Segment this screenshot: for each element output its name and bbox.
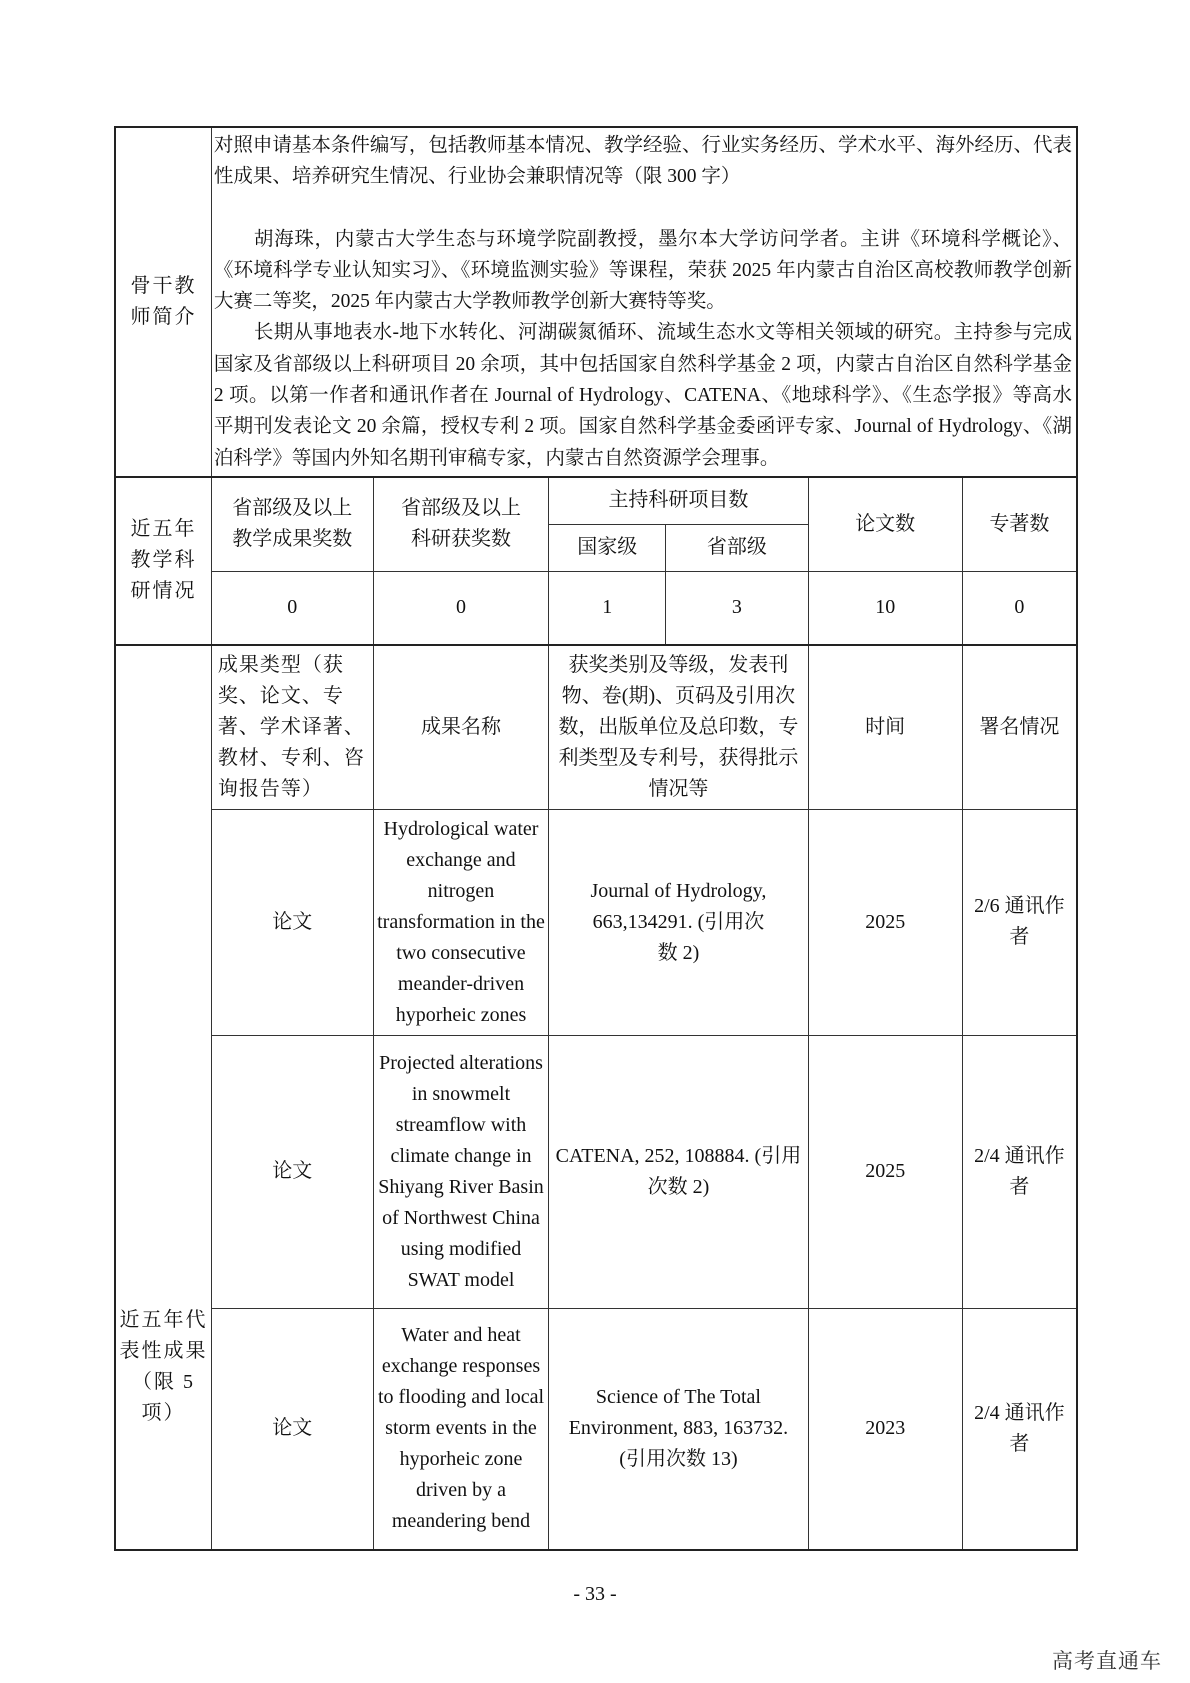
achievement-time-header: 时间: [808, 645, 962, 810]
teacher-intro-label: 骨干教师简介: [115, 127, 211, 477]
achievement-name-header: 成果名称: [373, 645, 549, 810]
achievement-details: Journal of Hydrology, 663,134291. (引用次数 2): [549, 809, 808, 1035]
achievement-authorship: 2/6 通讯作者: [962, 809, 1077, 1035]
achievement-time: 2025: [808, 809, 962, 1035]
achievement-authorship: 2/4 通讯作者: [962, 1308, 1077, 1550]
research-summary-header-row: [115, 477, 1077, 525]
monographs-header: 专著数: [962, 477, 1077, 572]
papers-header: 论文数: [808, 477, 962, 572]
achievement-details: CATENA, 252, 108884. (引用次数 2): [549, 1035, 808, 1308]
teacher-intro-row: [115, 127, 1077, 477]
achievements-label: 近五年代表性成果（限 5 项）: [115, 645, 211, 1550]
watermark-text: 高考直通车: [1052, 1649, 1162, 1673]
achievement-type: 论文: [211, 1035, 373, 1308]
achievement-authorship: 2/4 通讯作者: [962, 1035, 1077, 1308]
achievement-type: 论文: [211, 809, 373, 1035]
achievement-type: 论文: [211, 1308, 373, 1550]
provincial-header: 省部级: [666, 524, 808, 571]
teaching-awards-header: 省部级及以上教学成果奖数: [211, 477, 373, 572]
teaching-awards-value: 0: [211, 571, 373, 645]
achievement-row: [115, 1035, 1077, 1308]
achievement-row: [115, 809, 1077, 1035]
national-value: 1: [549, 571, 666, 645]
intro-paragraph-1: 胡海珠，内蒙古大学生态与环境学院副教授，墨尔本大学访问学者。主讲《环境科学概论》、《环境科学专业认知实习》、《环境监测实验》等课程，荣获 2025 年内蒙古自治区高校教师教学创新大赛二等奖，2025 年内蒙古大学教师教学创新大赛特等奖。: [213, 228, 1072, 313]
achievement-details: Science of The Total Environment, 883, 163732. (引用次数 13): [549, 1308, 808, 1550]
projects-header: 主持科研项目数: [549, 477, 808, 525]
achievement-details-header: 获奖类别及等级，发表刊物、卷(期)、页码及引用次数，出版单位及总印数，专利类型及专利号，获得批示情况等: [549, 645, 808, 810]
intro-paragraph-2: 长期从事地表水-地下水转化、河湖碳氮循环、流域生态水文等相关领域的研究。主持参与完成国家及省部级以上科研项目 20 余项，其中包括国家自然科学基金 2 项，内蒙古自治区自然科学基金 2 项。以第一作者和通讯作者在 Journal of Hydrology、CATENA、《地球科学》、《生态学报》等高水平期刊发表论文 20 余篇，授权专利 2 项。国家自然科学基金委函评专家、Journal of Hydrology、《湖泊科学》等国内外知名期刊审稿专家，内蒙古自然资源学会理事。: [213, 322, 1072, 469]
provincial-value: 3: [666, 571, 808, 645]
national-header: 国家级: [549, 524, 666, 571]
research-awards-value: 0: [373, 571, 549, 645]
achievements-header-row: [115, 645, 1077, 810]
achievement-time: 2025: [808, 1035, 962, 1308]
achievement-type-header: 成果类型（获奖、论文、专著、学术译著、教材、专利、咨询报告等）: [211, 645, 373, 810]
intro-instruction: 对照申请基本条件编写，包括教师基本情况、教学经验、行业实务经历、学术水平、海外经历、代表性成果、培养研究生情况、行业协会兼职情况等（限 300 字）: [213, 135, 1072, 188]
page-number: - 33 -: [573, 1583, 617, 1605]
achievement-row: [115, 1308, 1077, 1550]
achievement-authorship-header: 署名情况: [962, 645, 1077, 810]
monographs-value: 0: [962, 571, 1077, 645]
achievement-name: Water and heat exchange responses to flooding and local storm events in the hyporheic zone driven by a meandering bend: [373, 1308, 549, 1550]
research-awards-header: 省部级及以上科研获奖数: [373, 477, 549, 572]
application-form-table: [114, 126, 1078, 1551]
achievement-name: Hydrological water exchange and nitrogen transformation in the two consecutive meander-driven hyporheic zones: [373, 809, 549, 1035]
research-summary-values-row: [115, 571, 1077, 645]
papers-value: 10: [808, 571, 962, 645]
achievement-time: 2023: [808, 1308, 962, 1550]
teacher-intro-content: [211, 127, 1077, 477]
achievement-name: Projected alterations in snowmelt streamflow with climate change in Shiyang River Basin of Northwest China using modified SWAT model: [373, 1035, 549, 1308]
research-summary-label: 近五年教学科研情况: [115, 477, 211, 645]
